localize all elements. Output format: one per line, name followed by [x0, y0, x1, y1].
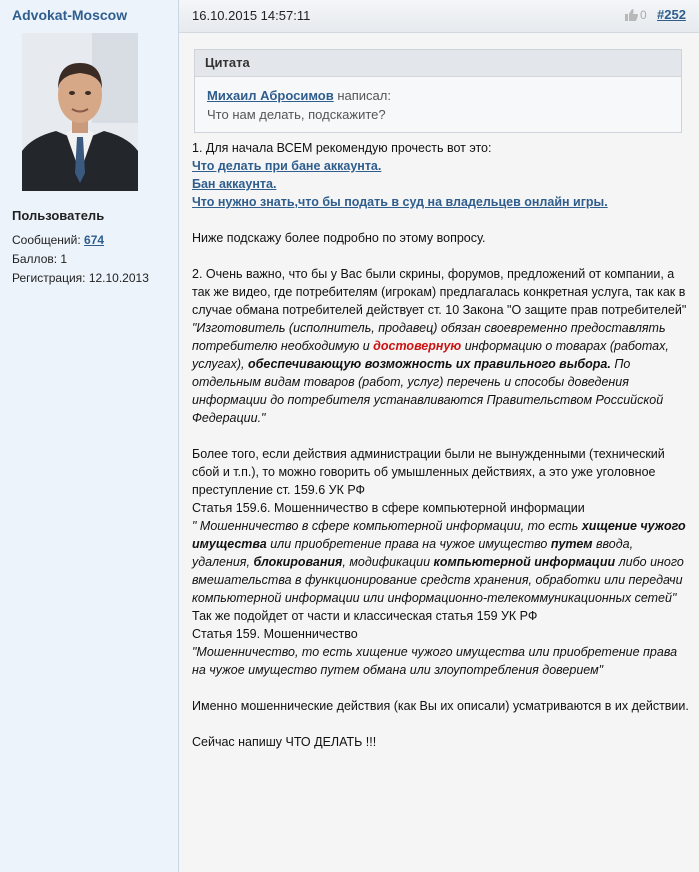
post-body	[192, 139, 689, 751]
messages-count-link[interactable]: 674	[84, 233, 105, 247]
quote-wrote: написал:	[333, 88, 391, 103]
quote-block	[194, 49, 682, 133]
law-article-10-quote: "Изготовитель (исполнитель, продавец) обязан своевременно предоставлять потребителю необходимую и достоверную информацию о товарах (работах, услугах), обеспечивающую возможность их правильного выбора. По отдельным видам товаров (работ, услуг) перечень и способы доведения информации до потребителя устанавливаются Правительством Российской Федерации."	[192, 321, 669, 425]
quote-author-line	[207, 88, 391, 103]
avatar	[22, 33, 138, 191]
article-159-quote: "Мошенничество, то есть хищение чужого имущества или приобретение права на чужое имущество путем обмана или злоупотребления доверием"	[192, 645, 678, 677]
post-content	[179, 33, 699, 872]
paragraph-2: 2. Очень важно, что бы у Вас были скрины, форумов, предложений от компании, а так же видео, где потребителям (игрокам) предлагалась конкретная услуга, так как в случае обмана потребителей действует ст. 10 Закона "О защите прав потребителей"	[192, 267, 687, 317]
article-159-6-title: Статья 159.6. Мошенничество в сфере компьютерной информации	[192, 501, 585, 515]
username-link[interactable]: Advokat-Moscow	[12, 7, 128, 23]
highlight-reliable: достоверную	[373, 339, 462, 353]
thumbs-up-icon	[625, 9, 638, 21]
like-count: 0	[640, 8, 647, 22]
intro-text: 1. Для начала ВСЕМ рекомендую прочесть вот это:	[192, 141, 492, 155]
quote-text: Что нам делать, подскажите?	[207, 107, 386, 122]
paragraph-3: Более того, если действия администрации были не вынужденными (технический сбой и т.п.), то можно говорить об умышленных действиях, а это уже уголовное преступление ст. 159.6 УК РФ	[192, 447, 665, 497]
post-number-link[interactable]: #252	[657, 7, 686, 22]
link-ban-what-to-do[interactable]: Что делать при бане аккаунта.	[192, 159, 382, 173]
paragraph-6: Сейчас напишу ЧТО ДЕЛАТЬ !!!	[192, 735, 377, 749]
link-court-online-game[interactable]: Что нужно знать,что бы подать в суд на владельцев онлайн игры.	[192, 195, 608, 209]
points-stat: Баллов: 1	[12, 252, 68, 266]
article-159-6-quote: " Мошенничество в сфере компьютерной информации, то есть хищение чужого имущества или приобретение права на чужое имущество путем ввода, удаления, блокирования, модификации компьютерной информации либо иного вмешательства в функционирование средств хранения, обработки или передачи компьютерной информации или информационно-телекоммуникационных сетей"	[192, 519, 686, 605]
paragraph-4: Так же подойдет от части и классическая статья 159 УК РФ	[192, 609, 538, 623]
paragraph-5: Именно мошеннические действия (как Вы их описали) усматриваются в их действии.	[192, 699, 689, 713]
post-header	[179, 0, 699, 33]
like-button[interactable]	[625, 8, 647, 22]
messages-label: Сообщений:	[12, 233, 81, 247]
messages-stat	[12, 233, 104, 247]
quote-title: Цитата	[195, 50, 681, 77]
hint-text: Ниже подскажу более подробно по этому вопросу.	[192, 231, 486, 245]
user-sidebar	[0, 0, 179, 872]
registration-date: Регистрация: 12.10.2013	[12, 271, 149, 285]
article-159-title: Статья 159. Мошенничество	[192, 627, 358, 641]
avatar-image	[22, 33, 138, 191]
post-date: 16.10.2015 14:57:11	[192, 8, 311, 23]
user-rank: Пользователь	[12, 208, 105, 223]
link-account-ban[interactable]: Бан аккаунта.	[192, 177, 277, 191]
quote-author-link[interactable]: Михаил Абросимов	[207, 88, 334, 103]
